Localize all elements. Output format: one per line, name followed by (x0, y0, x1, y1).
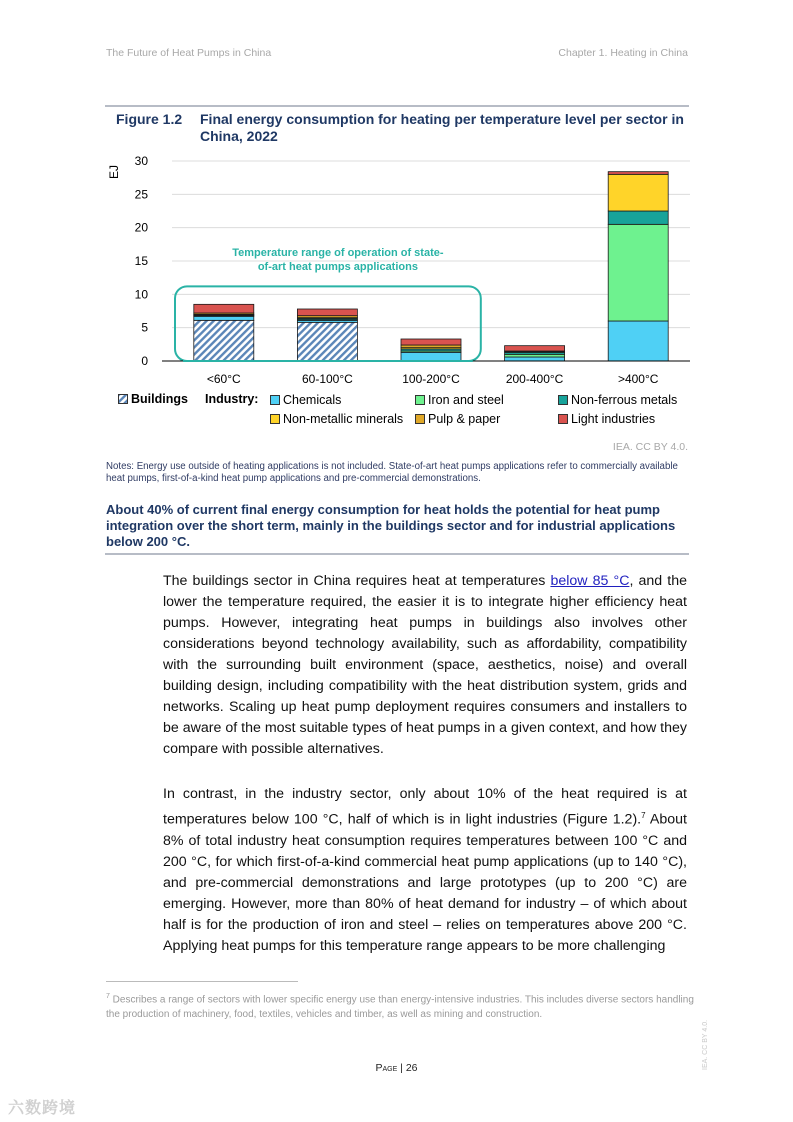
legend-swatch (558, 414, 568, 424)
running-header-right: Chapter 1. Heating in China (558, 47, 688, 59)
paragraph-text: In contrast, in the industry sector, only about 10% of the heat required is at temperatures below 100 °C, half of which is in light industries (Figure 1.2). (163, 786, 687, 828)
legend-industry-heading: Industry: (205, 392, 259, 406)
legend-swatch (415, 414, 425, 424)
x-tick-label: <60°C (206, 372, 241, 386)
y-tick-label: 5 (141, 320, 148, 335)
bar-stack (505, 346, 565, 361)
paragraph-text: The buildings sector in China requires heat at temperatures (163, 573, 551, 589)
figure-number: Figure 1.2 (116, 111, 183, 127)
annotation-label: Temperature range of operation of state- (232, 247, 444, 259)
page-label: Page (375, 1062, 398, 1074)
legend-label: Non-ferrous metals (571, 393, 678, 407)
page-number-value: 26 (405, 1062, 418, 1074)
figure-bottom-rule (105, 553, 689, 555)
legend-swatch (270, 414, 280, 424)
legend-label: Iron and steel (428, 393, 504, 407)
bar-segment-non-metallic-minerals (608, 174, 668, 211)
footnote-number: 7 (106, 993, 110, 1000)
watermark: 六数跨境 (8, 1100, 77, 1117)
legend-swatch (415, 395, 425, 405)
body-paragraph-2 (163, 784, 687, 957)
bar-segment-light-industries (608, 172, 668, 175)
y-tick-label: 30 (134, 154, 148, 168)
footnote (106, 989, 696, 1022)
legend-item-buildings (118, 392, 188, 406)
legend-swatch (270, 395, 280, 405)
legend-label: Light industries (571, 412, 656, 426)
bar-segment-light-industries (194, 304, 254, 313)
bar-segment-light-industries (297, 309, 357, 316)
side-credit: IEA. CC BY 4.0. (702, 1019, 709, 1070)
running-header-left: The Future of Heat Pumps in China (106, 47, 272, 59)
x-tick-label: 100-200°C (402, 372, 460, 386)
bar-segment-iron-and-steel (608, 224, 668, 321)
legend-label: Chemicals (283, 393, 342, 407)
y-tick-label: 25 (134, 187, 148, 202)
paragraph-text: , and the lower the temperature required, the easier it is to integrate higher efficiency heat pumps. However, integrating heat pumps in buildings also involves other considerations beyond technology availability, such as affordability, compatibility with the surrounding built environment (space, aesthetics, noise) and overall building design, including compatibility with the heat distribution system, grids and networks. Scaling up heat pump deployment requires consumers and installers to be aware of the most suitable types of heat pumps in a given context, and how they compare with possible alternatives. (163, 573, 687, 757)
x-tick-label: >400°C (617, 372, 659, 386)
below-85c-link[interactable]: below 85 °C (550, 573, 630, 589)
legend-item-pulp-paper (415, 412, 500, 426)
figure-top-rule (105, 105, 689, 107)
bar-segment-chemicals (505, 357, 565, 361)
bar-segment-buildings (297, 322, 357, 361)
y-tick-label: 20 (134, 220, 148, 235)
legend-item-non-metallic-minerals (270, 412, 403, 426)
annotation-label: of-art heat pumps applications (257, 261, 418, 273)
bar-segment-chemicals (608, 321, 668, 361)
figure-credit: IEA. CC BY 4.0. (612, 441, 688, 453)
figure-notes: Notes: Energy use outside of heating applications is not included. State-of-art heat pumps applications refer to commercially available heat pumps, first-of-a-kind heat pump applications and pre-commercial demonstrations. (106, 461, 678, 484)
bar-stack (608, 172, 668, 361)
footnote-text: Describes a range of sectors with lower specific energy use than energy-intensive industries. This includes diverse sectors handling the production of machinery, food, textiles, vehicles and timber, as well as mining and construction. (106, 994, 694, 1021)
footnote-rule (106, 981, 298, 982)
bar-segment-non-ferrous-metals (608, 211, 668, 224)
y-tick-label: 0 (141, 354, 148, 368)
bar-segment-buildings (194, 320, 254, 361)
legend-swatch (558, 395, 568, 405)
legend-item-non-ferrous-metals (558, 393, 677, 407)
paragraph-text: About 8% of total industry heat consumption requires temperatures between 100 °C and 200 °C, for which first-of-a-kind commercial heat pump applications (up to 140 °C), and pre-commercial demonstrations and large prototypes (up to 200 °C) are emerging. However, more than 80% of heat demand for industry – of which about half is for the production of iron and steel – relies on temperatures above 200 °C. Applying heat pumps for this temperature range appears to be more challenging (163, 811, 687, 954)
legend-item-light-industries (558, 412, 655, 426)
y-tick-label: 15 (134, 254, 148, 268)
legend-label: Pulp & paper (428, 412, 501, 426)
x-tick-label: 200-400°C (505, 372, 564, 386)
figure-title: Final energy consumption for heating per temperature level per sector in China, 2022 (200, 111, 684, 144)
y-axis-label: EJ (107, 164, 121, 180)
bar-segment-light-industries (505, 346, 565, 351)
key-message: About 40% of current final energy consumption for heat holds the potential for heat pump integration over the short term, mainly in the buildings sector and for industrial applications below 200 °C. (106, 502, 676, 549)
legend-item-chemicals (270, 393, 341, 407)
bar-segment-chemicals (194, 316, 254, 320)
legend-label: Non-metallic minerals (283, 412, 404, 426)
legend-item-iron-and-steel (415, 393, 504, 407)
body-paragraph-1 (163, 571, 687, 760)
legend-label: Buildings (131, 392, 188, 406)
footnote-reference[interactable]: 7 (641, 811, 646, 820)
legend-swatch-buildings (118, 394, 128, 404)
bar-stack (297, 309, 357, 361)
bar-stack (401, 339, 461, 361)
page-number: Page | 26 (375, 1062, 418, 1074)
y-tick-label: 10 (134, 287, 148, 302)
bar-stack (194, 304, 254, 361)
bar-segment-chemicals (401, 352, 461, 361)
x-tick-label: 60-100°C (301, 372, 353, 386)
bar-segment-light-industries (401, 339, 461, 345)
